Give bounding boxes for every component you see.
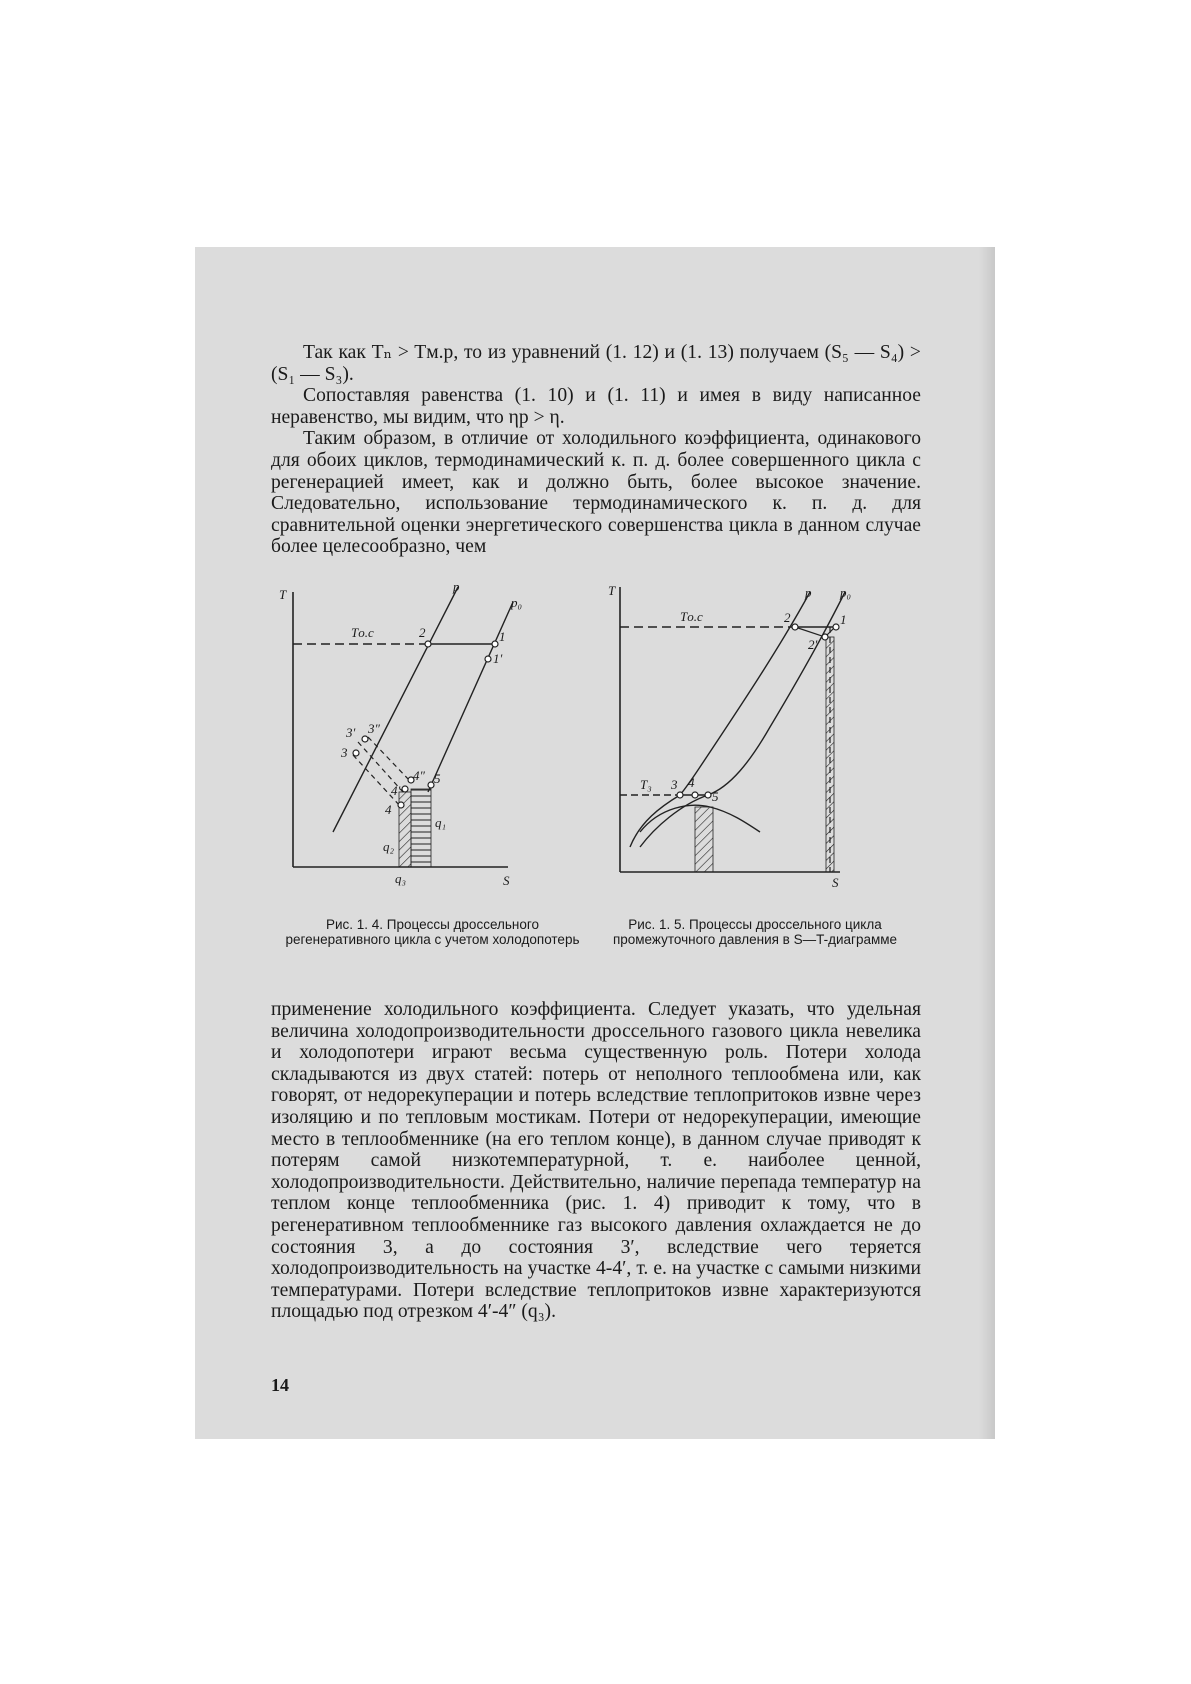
fig1-p-label: p <box>453 579 460 594</box>
fig1-point-3p: 3′ <box>346 725 356 740</box>
fig1-t-axis-label: T <box>279 587 287 602</box>
fig1-point-3: 3 <box>341 745 348 760</box>
scanned-page <box>195 247 995 1439</box>
body-text-bottom <box>271 999 921 1323</box>
fig1-q2: q₂ <box>383 839 395 854</box>
fig2-point-1: 1 <box>840 612 847 627</box>
fig2-point-2p: 2′ <box>808 637 818 652</box>
figure-1-4-diagram <box>273 577 593 897</box>
paragraph-3: Таким образом, в отличие от холодильного коэффициента, одинакового для обоих циклов, термодинамический к. п. д. более совершенного цикла с регенерацией имеет, как и должно быть, более высокое значение. Следовательно, использование термодинамического к. п. д. для сравнительной оценки энергетического совершенства цикла в данном случае более целесообразно, чем <box>271 428 921 558</box>
fig2-point-4: 4 <box>688 775 695 790</box>
figure-1-5-caption: Рис. 1. 5. Процессы дроссельного цикла промежуточного давления в S—T-диаграмме <box>612 917 898 947</box>
body-text-top <box>271 342 921 558</box>
figure-1-4-caption: Рис. 1. 4. Процессы дроссельного регенеративного цикла с учетом холодопотерь <box>285 917 580 947</box>
fig2-toc-label: Tо.с <box>680 609 703 624</box>
fig2-point-3: 3 <box>671 777 678 792</box>
page-number: 14 <box>271 1375 289 1395</box>
fig1-point-5: 5 <box>434 771 441 786</box>
fig2-p-label: p <box>805 585 812 600</box>
fig1-p0-label: p₀ <box>511 595 523 610</box>
figure-1-4 <box>273 577 593 897</box>
page-gutter-shadow <box>979 247 995 1439</box>
fig1-q1: q₁ <box>435 815 447 830</box>
paragraph-2: Сопоставляя равенства (1. 10) и (1. 11) и имея в виду написанное неравенство, мы видим, что ηр > η. <box>271 385 921 428</box>
fig1-point-2: 2 <box>419 625 426 640</box>
fig1-point-4pp: 4″ <box>413 768 425 783</box>
paragraph-1: Так как Tₙ > Tм.р, то из уравнений (1. 12) и (1. 13) получаем (S₅ — S₄) > (S₁ — S₃). <box>271 342 921 385</box>
fig1-s-axis-label: S <box>503 873 510 888</box>
figure-1-5-diagram <box>600 577 940 897</box>
fig1-point-4: 4 <box>385 802 392 817</box>
fig2-point-2: 2 <box>784 610 791 625</box>
fig1-point-1p: 1′ <box>493 651 503 666</box>
fig1-point-3pp: 3″ <box>368 721 380 736</box>
fig2-t-axis-label: T <box>608 583 616 598</box>
paragraph-4: применение холодильного коэффициента. Следует указать, что удельная величина холодопроизводительности дроссельного газового цикла невелика и холодопотери играют весьма существенную роль. Потери холода складываются из двух статей: потерь от неполного теплообмена или, как говорят, от недорекуперации и потерь вследствие теплопритоков извне через изоляцию и по тепловым мостикам. Потери от недорекуперации, имеющие место в теплообменнике (на его теплом конце), в данном случае приводят к потерям самой низкотемпературной, т. е. наиболее ценной, холодопроизводительности. Действительно, наличие перепада температур на теплом конце теплообменника (рис. 1. 4) приводит к тому, что в регенеративном теплообменнике газ высокого давления охлаждается не до состояния 3, а до состояния 3′, вследствие чего теряется холодопроизводительность на участке 4-4′, т. е. на участке с самыми низкими температурами. Потери вследствие теплопритоков извне характеризуются площадью под отрезком 4′-4″ (q₃). <box>271 999 921 1323</box>
fig1-q3: q₃ <box>395 871 407 886</box>
figure-1-5 <box>600 577 940 897</box>
fig2-p0-label: p₀ <box>840 585 852 600</box>
fig2-s-axis-label: S <box>832 875 839 890</box>
fig1-point-1: 1 <box>499 629 506 644</box>
fig2-point-5: 5 <box>712 789 719 804</box>
fig2-t3-label: T₃ <box>640 777 652 792</box>
fig1-toc-label: Tо.с <box>351 625 374 640</box>
fig1-point-4p: 4′ <box>391 783 401 798</box>
